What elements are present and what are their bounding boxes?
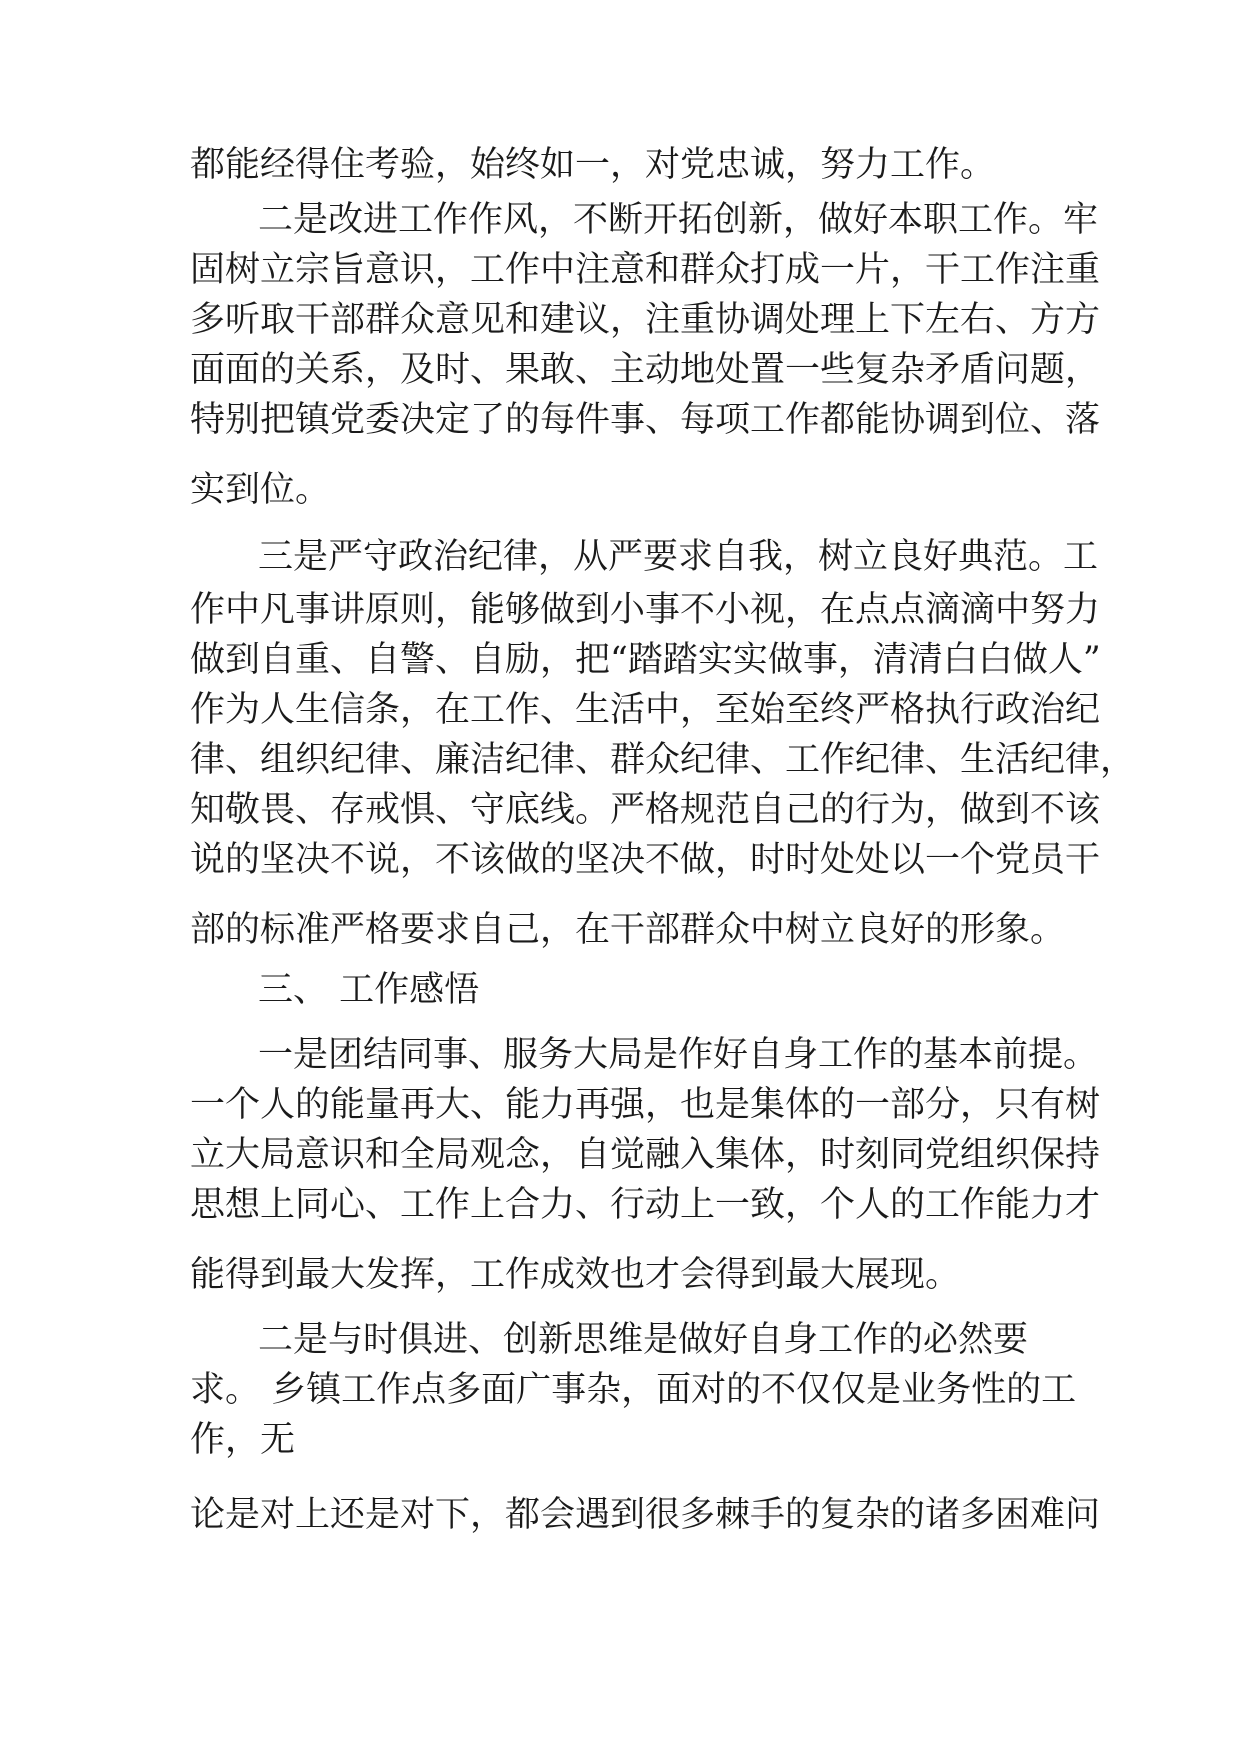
text-line: 都能经得住考验，始终如一，对党忠诚，努力工作。 <box>190 145 996 185</box>
text-line: 特别把镇党委决定了的每件事、每项工作都能协调到位、落 <box>190 400 1101 440</box>
text-line: 立大局意识和全局观念，自觉融入集体，时刻同党组织保持 <box>190 1135 1101 1175</box>
text-line: 固树立宗旨意识，工作中注意和群众打成一片，干工作注重 <box>190 250 1101 290</box>
text-line: 部的标准严格要求自己，在干部群众中树立良好的形象。 <box>190 910 1066 950</box>
text-line: 面面的关系，及时、果敢、主动地处置一些复杂矛盾问题， <box>190 350 1101 390</box>
text-line: 多听取干部群众意见和建议，注重协调处理上下左右、方方 <box>190 300 1101 340</box>
text-line: 思想上同心、工作上合力、行动上一致，个人的工作能力才 <box>190 1185 1101 1225</box>
text-line: 说的坚决不说，不该做的坚决不做，时时处处以一个党员干 <box>190 840 1101 880</box>
paragraph-heading: 三是严守政治纪律，从严要求自我，树立良好典范。工 <box>258 537 1099 577</box>
paragraph-heading: 一是团结同事、服务大局是作好自身工作的基本前提。 <box>258 1035 1099 1075</box>
text-line: 能得到最大发挥，工作成效也才会得到最大展现。 <box>190 1255 961 1295</box>
text-line: 律、组织纪律、廉洁纪律、群众纪律、工作纪律、生活纪律， <box>190 740 1136 780</box>
text-line: 作中凡事讲原则，能够做到小事不小视，在点点滴滴中努力 <box>190 590 1101 630</box>
section-heading: 三、 工作感悟 <box>258 970 480 1010</box>
paragraph-heading: 二是改进工作作风，不断开拓创新，做好本职工作。牢 <box>258 200 1099 240</box>
text-line: 作为人生信条，在工作、生活中，至始至终严格执行政治纪 <box>190 690 1101 730</box>
text-line: 实到位。 <box>190 470 331 510</box>
text-line: 知敬畏、存戒惧、守底线。严格规范自己的行为，做到不该 <box>190 790 1101 830</box>
text-line: 一个人的能量再大、能力再强，也是集体的一部分，只有树 <box>190 1085 1101 1125</box>
text-line: 作，无 <box>190 1420 296 1460</box>
text-line: 做到自重、自警、自励，把“踏踏实实做事，清清白白做人” <box>190 640 1101 680</box>
text-line: 求。 乡镇工作点多面广事杂，面对的不仅仅是业务性的工 <box>190 1370 1077 1410</box>
text-line: 论是对上还是对下，都会遇到很多棘手的复杂的诸多困难问 <box>190 1495 1101 1535</box>
paragraph-heading: 二是与时俱进、创新思维是做好自身工作的必然要 <box>258 1320 1029 1360</box>
